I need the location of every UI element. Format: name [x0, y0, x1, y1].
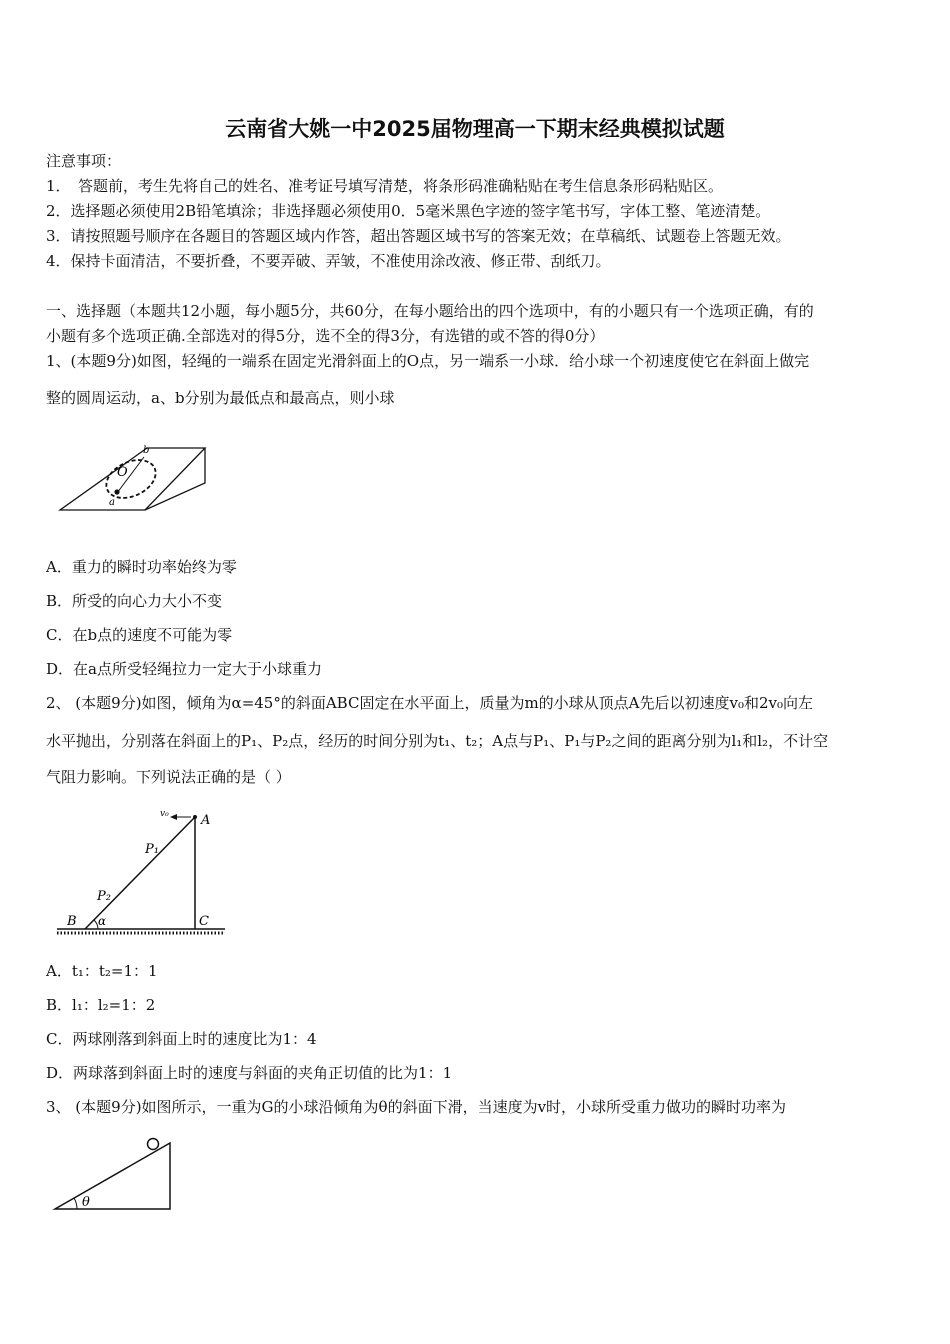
q2-option-a: A．t₁：t₂=1：1	[46, 962, 158, 980]
q2-label-A: A	[201, 813, 211, 828]
q1-stem-line1: 1、(本题9分)如图，轻绳的一端系在固定光滑斜面上的O点，另一端系一小球．给小球一个初速度使它在斜面上做完	[46, 352, 810, 370]
q2-incline-projectile-figure	[55, 805, 230, 940]
notice-item-2: 2．选择题必须使用2B铅笔填涂；非选择题必须使用0．5毫米黑色字迹的签字笔书写，字体工整、笔迹清楚。	[46, 202, 771, 220]
q2-option-b: B．l₁：l₂=1：2	[46, 996, 156, 1014]
q2-label-alpha: α	[98, 914, 107, 928]
q2-label-P1: P₁	[145, 842, 159, 857]
q3-stem-line1: 3、 (本题9分)如图所示，一重为G的小球沿倾角为θ的斜面下滑，当速度为v时，小球所受重力做功的瞬时功率为	[46, 1098, 787, 1116]
page-title: 云南省大姚一中2025届物理高一下期末经典模拟试题	[225, 117, 725, 141]
q1-option-c: C．在b点的速度不可能为零	[46, 626, 233, 644]
q2-stem-line1: 2、 (本题9分)如图，倾角为α=45°的斜面ABC固定在水平面上，质量为m的小球从顶点A先后以初速度v₀和2v₀向左	[46, 694, 814, 712]
q1-label-b: b	[143, 445, 150, 456]
q1-incline-circle-figure	[55, 438, 215, 513]
notice-item-3: 3．请按照题号顺序在各题目的答题区域内作答，超出答题区域书写的答案无效；在草稿纸、试题卷上答题无效。	[46, 227, 791, 245]
q1-label-O: O	[117, 465, 128, 480]
q1-option-b: B．所受的向心力大小不变	[46, 592, 223, 610]
notice-heading: 注意事项：	[46, 152, 122, 170]
notice-item-1: 1． 答题前，考生先将自己的姓名、准考证号填写清楚，将条形码准确粘贴在考生信息条形码粘贴区。	[46, 177, 724, 195]
section-instructions-line2: 小题有多个选项正确.全部选对的得5分，选不全的得3分，有选错的或不答的得0分）	[46, 327, 605, 345]
q1-label-a: a	[109, 497, 115, 508]
q2-label-P2: P₂	[97, 889, 111, 904]
q1-option-a: A．重力的瞬时功率始终为零	[46, 558, 237, 576]
q2-option-c: C．两球刚落到斜面上时的速度比为1：4	[46, 1030, 317, 1048]
q1-option-d: D．在a点所受轻绳拉力一定大于小球重力	[46, 660, 322, 678]
notice-item-4: 4．保持卡面清洁，不要折叠，不要弄破、弄皱，不准使用涂改液、修正带、刮纸刀。	[46, 252, 611, 270]
q2-stem-line3: 气阻力影响。下列说法正确的是（ ）	[46, 768, 291, 786]
q3-incline-ball-figure	[50, 1133, 180, 1215]
q2-label-C: C	[199, 914, 209, 929]
q3-label-theta: θ	[82, 1195, 90, 1210]
q2-label-v0: v₀	[160, 809, 169, 819]
q2-stem-line2: 水平抛出，分别落在斜面上的P₁、P₂点，经历的时间分别为t₁、t₂；A点与P₁、P₁与P₂之间的距离分别为l₁和l₂，不计空	[46, 732, 829, 750]
q2-option-d: D．两球落到斜面上时的速度与斜面的夹角正切值的比为1：1	[46, 1064, 453, 1082]
q1-stem-line2: 整的圆周运动，a、b分别为最低点和最高点，则小球	[46, 389, 395, 407]
section-instructions-line1: 一、选择题（本题共12小题，每小题5分，共60分，在每小题给出的四个选项中，有的小题只有一个选项正确，有的	[46, 302, 814, 320]
q2-label-B: B	[67, 914, 77, 929]
